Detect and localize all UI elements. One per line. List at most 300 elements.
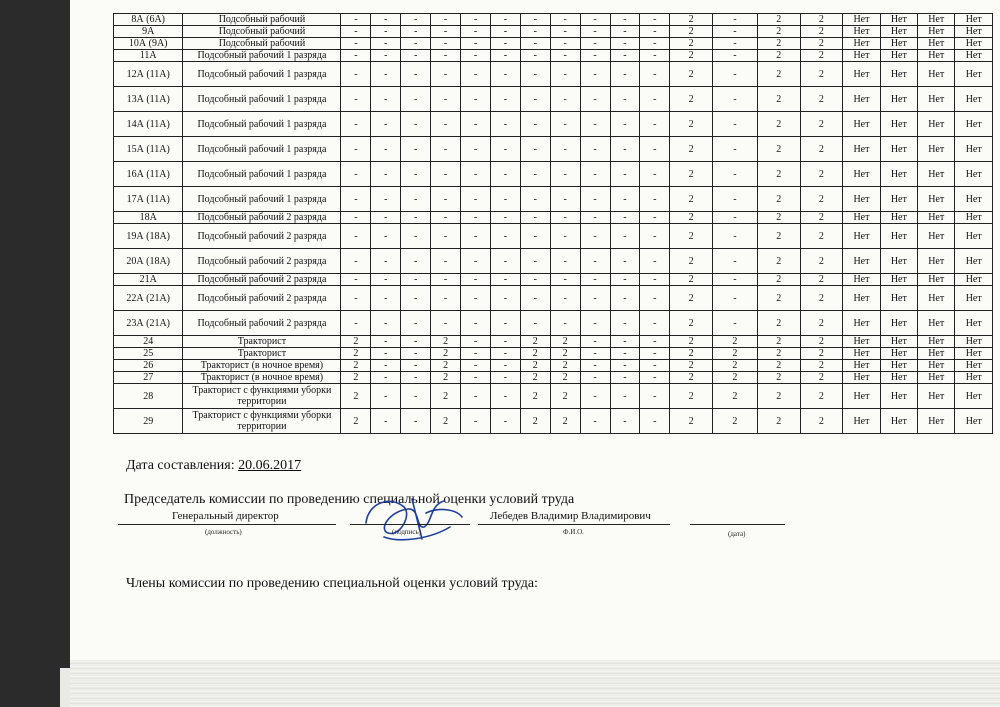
row-value-cell: -: [461, 360, 491, 372]
date-label: Дата составления:: [126, 458, 239, 473]
row-value-cell: Нет: [955, 224, 993, 249]
table-row: [114, 26, 993, 38]
row-value-cell: 2: [757, 311, 800, 336]
row-value-cell: Нет: [918, 224, 955, 249]
row-value-cell: 2: [670, 336, 713, 348]
row-code: 24: [114, 336, 183, 348]
row-value-cell: 2: [757, 212, 800, 224]
row-value-cell: -: [640, 348, 670, 360]
row-value-cell: -: [371, 224, 401, 249]
row-value-cell: -: [461, 50, 491, 62]
row-value-cell: 2: [800, 384, 843, 409]
row-value-cell: -: [371, 372, 401, 384]
row-value-cell: -: [371, 212, 401, 224]
row-value-cell: -: [371, 384, 401, 409]
row-value-cell: 2: [713, 360, 758, 372]
row-value-cell: -: [640, 409, 670, 434]
row-value-cell: -: [431, 62, 461, 87]
row-value-cell: -: [490, 187, 520, 212]
row-value-cell: -: [401, 249, 431, 274]
row-value-cell: -: [580, 50, 610, 62]
row-value-cell: -: [401, 311, 431, 336]
row-value-cell: -: [371, 360, 401, 372]
row-value-cell: Нет: [880, 384, 917, 409]
row-value-cell: -: [490, 62, 520, 87]
row-value-cell: 2: [800, 311, 843, 336]
row-value-cell: -: [461, 249, 491, 274]
signature-caption: (подпись): [392, 528, 422, 536]
row-value-cell: -: [580, 38, 610, 50]
row-value-cell: -: [713, 249, 758, 274]
row-value-cell: Нет: [880, 212, 917, 224]
row-value-cell: 2: [341, 336, 371, 348]
row-value-cell: Нет: [880, 360, 917, 372]
row-value-cell: Нет: [918, 360, 955, 372]
row-value-cell: Нет: [843, 311, 880, 336]
row-code: 21А: [114, 274, 183, 286]
row-value-cell: -: [401, 87, 431, 112]
row-value-cell: Нет: [880, 409, 917, 434]
row-value-cell: -: [550, 87, 580, 112]
row-value-cell: -: [520, 311, 550, 336]
row-value-cell: -: [401, 162, 431, 187]
table-row: [114, 372, 993, 384]
compilation-date: [126, 458, 301, 474]
row-value-cell: -: [640, 137, 670, 162]
row-value-cell: Нет: [955, 348, 993, 360]
row-code: 23А (21А): [114, 311, 183, 336]
row-value-cell: Нет: [955, 249, 993, 274]
row-profession: Подсобный рабочий 1 разряда: [183, 50, 341, 62]
row-code: 17А (11А): [114, 187, 183, 212]
row-value-cell: -: [713, 274, 758, 286]
row-value-cell: -: [520, 286, 550, 311]
row-value-cell: -: [610, 224, 640, 249]
row-profession: Подсобный рабочий 1 разряда: [183, 137, 341, 162]
row-value-cell: -: [371, 87, 401, 112]
row-value-cell: Нет: [955, 187, 993, 212]
row-value-cell: -: [490, 38, 520, 50]
row-profession: Подсобный рабочий 1 разряда: [183, 112, 341, 137]
row-value-cell: Нет: [918, 87, 955, 112]
row-value-cell: -: [640, 384, 670, 409]
row-value-cell: -: [520, 162, 550, 187]
row-value-cell: -: [610, 187, 640, 212]
row-value-cell: 2: [800, 137, 843, 162]
row-value-cell: -: [371, 26, 401, 38]
row-value-cell: -: [371, 249, 401, 274]
chair-name: Лебедев Владимир Владимирович: [490, 510, 651, 522]
row-value-cell: Нет: [955, 38, 993, 50]
row-value-cell: 2: [800, 360, 843, 372]
row-value-cell: -: [371, 38, 401, 50]
row-value-cell: -: [550, 187, 580, 212]
row-value-cell: -: [580, 274, 610, 286]
row-value-cell: 2: [757, 249, 800, 274]
row-value-cell: -: [550, 112, 580, 137]
row-value-cell: Нет: [955, 26, 993, 38]
row-value-cell: 2: [520, 384, 550, 409]
row-value-cell: -: [550, 14, 580, 26]
row-value-cell: -: [341, 26, 371, 38]
row-value-cell: -: [490, 50, 520, 62]
row-profession: Подсобный рабочий 1 разряда: [183, 87, 341, 112]
row-code: 13А (11А): [114, 87, 183, 112]
row-value-cell: -: [371, 162, 401, 187]
row-value-cell: -: [640, 112, 670, 137]
row-value-cell: Нет: [880, 336, 917, 348]
row-value-cell: Нет: [918, 336, 955, 348]
row-value-cell: -: [461, 14, 491, 26]
table-row: [114, 38, 993, 50]
row-value-cell: 2: [757, 62, 800, 87]
row-value-cell: -: [580, 187, 610, 212]
row-value-cell: Нет: [880, 249, 917, 274]
row-value-cell: -: [640, 162, 670, 187]
row-value-cell: 2: [800, 224, 843, 249]
table-row: [114, 62, 993, 87]
row-value-cell: -: [401, 224, 431, 249]
row-value-cell: 2: [431, 360, 461, 372]
row-value-cell: -: [610, 336, 640, 348]
row-value-cell: -: [341, 14, 371, 26]
row-value-cell: 2: [670, 286, 713, 311]
row-value-cell: -: [640, 26, 670, 38]
row-value-cell: -: [371, 62, 401, 87]
row-value-cell: -: [341, 274, 371, 286]
row-profession: Тракторист с функциями уборки территории: [183, 409, 341, 434]
row-value-cell: -: [490, 409, 520, 434]
members-title: Члены комиссии по проведению специальной оценки условий труда:: [126, 576, 538, 591]
row-value-cell: -: [371, 112, 401, 137]
row-value-cell: Нет: [955, 137, 993, 162]
row-value-cell: -: [371, 14, 401, 26]
row-code: 10А (9А): [114, 38, 183, 50]
row-value-cell: 2: [670, 14, 713, 26]
row-value-cell: 2: [670, 26, 713, 38]
row-value-cell: -: [431, 249, 461, 274]
row-value-cell: -: [610, 274, 640, 286]
table-row: [114, 162, 993, 187]
row-value-cell: -: [640, 224, 670, 249]
row-value-cell: -: [461, 336, 491, 348]
row-value-cell: -: [490, 274, 520, 286]
row-value-cell: -: [580, 162, 610, 187]
row-value-cell: 2: [431, 348, 461, 360]
row-value-cell: -: [490, 372, 520, 384]
row-value-cell: 2: [670, 38, 713, 50]
row-value-cell: -: [431, 14, 461, 26]
row-value-cell: -: [520, 212, 550, 224]
row-code: 20А (18А): [114, 249, 183, 274]
row-value-cell: Нет: [918, 409, 955, 434]
row-value-cell: -: [401, 187, 431, 212]
row-value-cell: -: [401, 212, 431, 224]
row-code: 27: [114, 372, 183, 384]
row-value-cell: -: [461, 311, 491, 336]
row-value-cell: 2: [341, 384, 371, 409]
row-value-cell: -: [431, 224, 461, 249]
row-value-cell: Нет: [955, 14, 993, 26]
row-value-cell: -: [610, 348, 640, 360]
row-value-cell: Нет: [918, 274, 955, 286]
row-value-cell: 2: [757, 336, 800, 348]
row-value-cell: -: [550, 62, 580, 87]
row-value-cell: -: [341, 112, 371, 137]
row-value-cell: -: [580, 224, 610, 249]
row-value-cell: -: [461, 224, 491, 249]
row-value-cell: -: [431, 162, 461, 187]
row-value-cell: -: [580, 212, 610, 224]
row-value-cell: -: [431, 38, 461, 50]
row-value-cell: -: [401, 50, 431, 62]
row-value-cell: -: [610, 50, 640, 62]
row-value-cell: -: [580, 62, 610, 87]
row-value-cell: 2: [757, 384, 800, 409]
row-value-cell: -: [520, 14, 550, 26]
row-value-cell: 2: [800, 336, 843, 348]
row-value-cell: -: [490, 286, 520, 311]
row-value-cell: 2: [800, 409, 843, 434]
row-code: 26: [114, 360, 183, 372]
row-value-cell: 2: [670, 360, 713, 372]
row-value-cell: -: [461, 112, 491, 137]
row-value-cell: -: [461, 409, 491, 434]
row-value-cell: -: [401, 286, 431, 311]
chair-title: Председатель комиссии по проведению специальной оценки условий труда: [124, 492, 575, 507]
row-value-cell: Нет: [880, 62, 917, 87]
row-profession: Подсобный рабочий 2 разряда: [183, 274, 341, 286]
row-value-cell: -: [520, 50, 550, 62]
row-value-cell: -: [490, 336, 520, 348]
row-value-cell: 2: [431, 336, 461, 348]
row-value-cell: Нет: [843, 212, 880, 224]
row-value-cell: Нет: [918, 286, 955, 311]
row-value-cell: 2: [670, 372, 713, 384]
table-row: [114, 360, 993, 372]
row-value-cell: -: [610, 62, 640, 87]
row-value-cell: Нет: [843, 26, 880, 38]
row-value-cell: -: [610, 162, 640, 187]
row-value-cell: 2: [670, 87, 713, 112]
row-value-cell: Нет: [843, 384, 880, 409]
position-line: [118, 524, 336, 525]
row-value-cell: Нет: [843, 187, 880, 212]
row-value-cell: Нет: [955, 112, 993, 137]
table-row: [114, 286, 993, 311]
row-value-cell: Нет: [843, 348, 880, 360]
row-code: 15А (11А): [114, 137, 183, 162]
table-row: [114, 348, 993, 360]
row-value-cell: Нет: [843, 274, 880, 286]
row-value-cell: -: [610, 14, 640, 26]
row-value-cell: 2: [800, 38, 843, 50]
row-value-cell: -: [640, 274, 670, 286]
row-value-cell: -: [461, 212, 491, 224]
row-code: 22А (21А): [114, 286, 183, 311]
table-row: [114, 384, 993, 409]
row-value-cell: Нет: [918, 50, 955, 62]
row-value-cell: -: [461, 26, 491, 38]
row-profession: Подсобный рабочий 2 разряда: [183, 311, 341, 336]
row-value-cell: Нет: [918, 112, 955, 137]
row-value-cell: -: [490, 112, 520, 137]
row-value-cell: 2: [341, 372, 371, 384]
row-value-cell: -: [401, 137, 431, 162]
row-value-cell: -: [640, 14, 670, 26]
row-value-cell: Нет: [843, 38, 880, 50]
row-value-cell: 2: [550, 360, 580, 372]
name-line: [478, 524, 670, 525]
row-value-cell: 2: [800, 62, 843, 87]
row-value-cell: Нет: [880, 286, 917, 311]
row-value-cell: -: [341, 50, 371, 62]
row-value-cell: 2: [550, 384, 580, 409]
row-value-cell: 2: [713, 348, 758, 360]
row-value-cell: Нет: [918, 384, 955, 409]
table-row: [114, 50, 993, 62]
row-value-cell: 2: [431, 372, 461, 384]
row-code: 19А (18А): [114, 224, 183, 249]
row-value-cell: 2: [800, 112, 843, 137]
row-value-cell: 2: [670, 249, 713, 274]
row-value-cell: -: [580, 87, 610, 112]
row-value-cell: -: [490, 137, 520, 162]
row-value-cell: 2: [757, 224, 800, 249]
table-row: [114, 212, 993, 224]
row-value-cell: -: [520, 26, 550, 38]
row-value-cell: 2: [431, 409, 461, 434]
row-value-cell: 2: [670, 348, 713, 360]
row-value-cell: 2: [670, 187, 713, 212]
row-value-cell: -: [341, 87, 371, 112]
row-value-cell: Нет: [843, 14, 880, 26]
row-value-cell: -: [550, 274, 580, 286]
row-value-cell: -: [610, 286, 640, 311]
row-value-cell: -: [713, 212, 758, 224]
row-value-cell: -: [550, 286, 580, 311]
row-value-cell: 2: [670, 212, 713, 224]
row-value-cell: 2: [670, 112, 713, 137]
row-value-cell: -: [580, 409, 610, 434]
row-value-cell: Нет: [955, 162, 993, 187]
row-value-cell: 2: [757, 162, 800, 187]
row-value-cell: -: [431, 274, 461, 286]
row-value-cell: 2: [670, 274, 713, 286]
row-value-cell: 2: [670, 224, 713, 249]
row-value-cell: Нет: [880, 372, 917, 384]
row-profession: Подсобный рабочий 1 разряда: [183, 187, 341, 212]
row-value-cell: -: [461, 38, 491, 50]
row-value-cell: Нет: [843, 360, 880, 372]
row-value-cell: -: [401, 348, 431, 360]
row-value-cell: 2: [713, 336, 758, 348]
row-value-cell: -: [461, 137, 491, 162]
row-value-cell: Нет: [955, 311, 993, 336]
row-value-cell: 2: [520, 409, 550, 434]
row-value-cell: Нет: [843, 372, 880, 384]
row-profession: Подсобный рабочий: [183, 38, 341, 50]
row-value-cell: -: [580, 348, 610, 360]
row-value-cell: Нет: [918, 62, 955, 87]
row-value-cell: -: [371, 311, 401, 336]
row-value-cell: -: [713, 38, 758, 50]
row-value-cell: -: [341, 311, 371, 336]
row-value-cell: -: [371, 274, 401, 286]
table-row: [114, 336, 993, 348]
row-value-cell: 2: [757, 409, 800, 434]
row-value-cell: Нет: [918, 249, 955, 274]
row-value-cell: -: [371, 348, 401, 360]
row-value-cell: -: [401, 26, 431, 38]
row-value-cell: 2: [520, 360, 550, 372]
row-value-cell: 2: [757, 137, 800, 162]
row-value-cell: -: [461, 384, 491, 409]
row-value-cell: -: [640, 50, 670, 62]
row-value-cell: -: [713, 187, 758, 212]
row-value-cell: -: [461, 286, 491, 311]
row-value-cell: -: [490, 26, 520, 38]
row-value-cell: Нет: [880, 274, 917, 286]
row-value-cell: 2: [757, 87, 800, 112]
row-value-cell: -: [713, 14, 758, 26]
row-value-cell: -: [580, 384, 610, 409]
row-code: 28: [114, 384, 183, 409]
row-value-cell: -: [580, 372, 610, 384]
row-value-cell: -: [550, 50, 580, 62]
row-value-cell: -: [341, 62, 371, 87]
row-value-cell: -: [401, 112, 431, 137]
row-value-cell: 2: [800, 249, 843, 274]
row-value-cell: -: [490, 348, 520, 360]
row-value-cell: 2: [550, 372, 580, 384]
row-value-cell: Нет: [918, 137, 955, 162]
row-value-cell: Нет: [918, 162, 955, 187]
row-value-cell: -: [550, 212, 580, 224]
row-value-cell: Нет: [843, 162, 880, 187]
row-value-cell: -: [713, 112, 758, 137]
row-value-cell: 2: [757, 286, 800, 311]
row-value-cell: Нет: [955, 409, 993, 434]
table-row: [114, 137, 993, 162]
row-value-cell: -: [610, 409, 640, 434]
row-value-cell: -: [580, 249, 610, 274]
row-value-cell: 2: [757, 26, 800, 38]
row-value-cell: -: [401, 360, 431, 372]
row-profession: Тракторист (в ночное время): [183, 372, 341, 384]
row-value-cell: -: [431, 212, 461, 224]
row-value-cell: -: [640, 212, 670, 224]
row-value-cell: -: [713, 286, 758, 311]
row-code: 16А (11А): [114, 162, 183, 187]
row-value-cell: 2: [800, 274, 843, 286]
chair-position: Генеральный директор: [172, 510, 279, 522]
table-row: [114, 274, 993, 286]
row-value-cell: 2: [670, 311, 713, 336]
row-code: 8А (6А): [114, 14, 183, 26]
row-value-cell: -: [341, 162, 371, 187]
table-row: [114, 14, 993, 26]
row-code: 14А (11А): [114, 112, 183, 137]
row-profession: Подсобный рабочий: [183, 14, 341, 26]
row-value-cell: -: [610, 249, 640, 274]
row-value-cell: -: [610, 311, 640, 336]
row-value-cell: -: [431, 137, 461, 162]
row-value-cell: -: [713, 162, 758, 187]
row-value-cell: -: [580, 311, 610, 336]
row-value-cell: -: [550, 249, 580, 274]
row-value-cell: -: [610, 112, 640, 137]
